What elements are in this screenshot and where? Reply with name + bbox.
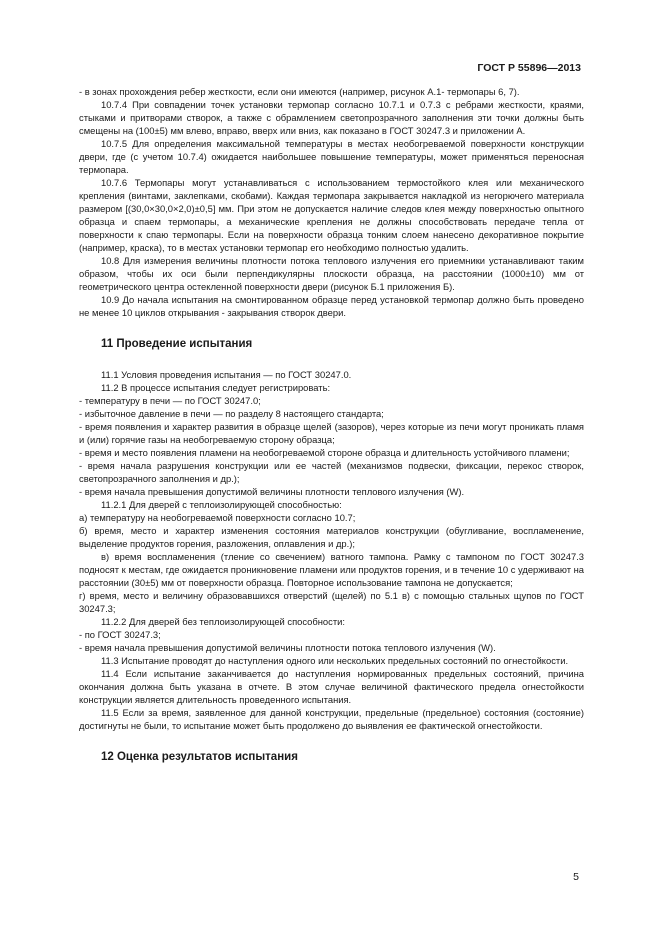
list-item: - температуру в печи — по ГОСТ 30247.0; — [79, 395, 261, 406]
paragraph: 10.9 До начала испытания на смонтированном образце перед установкой термопар должно быть проведено не менее 10 циклов открывания - закрывания створок двери. — [79, 294, 584, 318]
paragraph: 11.1 Условия проведения испытания — по ГОСТ 30247.0. — [101, 369, 352, 380]
list-item: - время начала разрушения конструкции или ее частей (механизмов подвески, фиксации, перекос створок, светопрозрачного заполнения и др.); — [79, 460, 584, 484]
list-item: а) температуру на необогреваемой поверхности согласно 10.7; — [79, 512, 356, 523]
paragraph: 11.2.2 Для дверей без теплоизолирующей способности: — [101, 616, 345, 627]
paragraph: - в зонах прохождения ребер жесткости, если они имеются (например, рисунок А.1- термопары 6, 7). — [79, 86, 520, 97]
document-body — [79, 85, 584, 781]
paragraph: 10.8 Для измерения величины плотности потока теплового излучения его приемники устанавливают таким образом, чтобы их оси были перпендикулярны плоскости образца, на расстоянии (1000±10) мм от геометрического центра остекленной поверхности двери (рисунок Б.1 приложения Б). — [79, 255, 584, 292]
section-heading: 12 Оценка результатов испытания — [101, 751, 298, 763]
list-item: б) время, место и характер изменения состояния материалов конструкции (обугливание, воспламенение, выделение продуктов горения, разложения, оплавления и др.); — [79, 525, 584, 549]
list-item: - время начала превышения допустимой величины плотности потока теплового излучения (W). — [79, 642, 496, 653]
list-item: - по ГОСТ 30247.3; — [79, 629, 161, 640]
paragraph: 10.7.6 Термопары могут устанавливаться с использованием термостойкого клея или механического крепления (винтами, заклепками, скобами). Каждая термопара закрывается накладкой из негорючего материала размером [(30,0×30,0×2,0)±0,5] мм. При этом не допускается наличие следов клея между поверхностью опытного образца и спаем термопары, а механические крепления не должны способствовать передаче тепла от поверхности к спаю термопары. Если на поверхности образца тонким слоем нанесено декоративное покрытие (например, краска), то в местах установки термопар его необходимо полностью удалить. — [79, 177, 584, 253]
list-item: - избыточное давление в печи — по разделу 8 настоящего стандарта; — [79, 408, 384, 419]
paragraph: 11.3 Испытание проводят до наступления одного или нескольких предельных состояний по огнестойкости. — [101, 655, 569, 666]
paragraph: 11.5 Если за время, заявленное для данной конструкции, предельные (предельное) состояния (состояние) достигнуты не были, то испытание может быть продолжено до выявления ее фактической огнестойкости. — [79, 707, 584, 731]
paragraph: 10.7.4 При совпадении точек установки термопар согласно 10.7.1 и 0.7.3 с ребрами жесткости, краями, стыками и притворами створок, а также с обрамлением светопрозрачного заполнения эти точки должны быть смещены на (100±5) мм влево, вправо, вверх или вниз, как показано в ГОСТ 30247.3 и приложении А. — [79, 99, 584, 136]
list-item: в) время воспламенения (тление со свечением) ватного тампона. Рамку с тампоном по ГОСТ 30247.3 подносят к местам, где ожидается проникновение пламени или продуктов горения, и в течение 10 с удерживают на расстоянии (30±5) мм от поверхности образца. Повторное использование тампона не допускается; — [79, 551, 584, 588]
list-item: - время начала превышения допустимой величины плотности теплового излучения (W). — [79, 486, 465, 497]
paragraph: 11.2 В процессе испытания следует регистрировать: — [101, 382, 331, 393]
list-item: - время появления и характер развития в образце щелей (зазоров), через которые из печи могут проникать пламя и (или) горячие газы на необогреваемую сторону образца; — [79, 421, 584, 445]
page-number: 5 — [573, 871, 579, 883]
paragraph: 11.2.1 Для дверей с теплоизолирующей способностью: — [101, 499, 342, 510]
section-heading: 11 Проведение испытания — [101, 338, 253, 350]
paragraph: 11.4 Если испытание заканчивается до наступления нормированных предельных состояний, причина окончания должна быть указана в отчете. В этом случае величиной фактического предела огнестойкости конструкции является длительность проведенного испытания. — [79, 668, 584, 705]
document-header: ГОСТ Р 55896—2013 — [477, 62, 581, 74]
list-item: г) время, место и величину образовавшихся отверстий (щелей) по 5.1 в) с помощью стальных щупов по ГОСТ 30247.3; — [79, 590, 584, 614]
paragraph: 10.7.5 Для определения максимальной температуры в местах необогреваемой поверхности конструкции двери, где (с учетом 10.7.4) ожидается наибольшее повышение температуры, может применяться переносная термопара. — [79, 138, 584, 175]
list-item: - время и место появления пламени на необогреваемой стороне образца и длительность устойчивого пламени; — [79, 447, 570, 458]
